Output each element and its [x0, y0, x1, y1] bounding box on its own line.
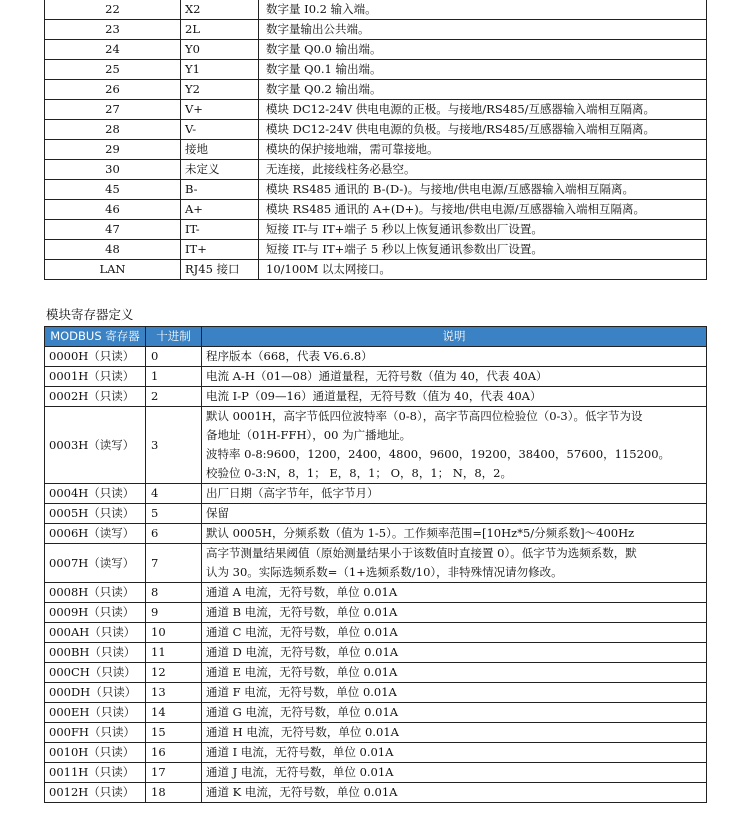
pin-row: [45, 40, 707, 60]
pin-number: 23: [45, 20, 181, 40]
register-decimal: 18: [146, 783, 202, 803]
register-row: [45, 407, 707, 484]
pin-description: 短接 IT-与 IT+端子 5 秒以上恢复通讯参数出厂设置。: [259, 220, 707, 240]
pin-number: 30: [45, 160, 181, 180]
register-address: 0002H（只读）: [45, 387, 146, 407]
register-address: 0004H（只读）: [45, 484, 146, 504]
description-line: 通道 D 电流，无符号数，单位 0.01A: [206, 645, 399, 659]
pin-description: 数字量 Q0.2 输出端。: [259, 80, 707, 100]
pin-row: [45, 180, 707, 200]
pin-row: [45, 80, 707, 100]
register-description: [202, 643, 707, 663]
register-description: [202, 723, 707, 743]
register-description: [202, 347, 707, 367]
pin-description: 短接 IT-与 IT+端子 5 秒以上恢复通讯参数出厂设置。: [259, 240, 707, 260]
register-address: 000DH（只读）: [45, 683, 146, 703]
register-address: 0006H（读写）: [45, 524, 146, 544]
pin-number: 24: [45, 40, 181, 60]
register-row: [45, 367, 707, 387]
pin-number: 29: [45, 140, 181, 160]
pin-name: 未定义: [181, 160, 259, 180]
pin-name: Y1: [181, 60, 259, 80]
register-address: 0011H（只读）: [45, 763, 146, 783]
header-description: 说明: [202, 327, 707, 347]
pin-name: RJ45 接口: [181, 260, 259, 280]
description-line: 通道 H 电流，无符号数，单位 0.01A: [206, 725, 399, 739]
description-line: 程序版本（668，代表 V6.6.8）: [206, 349, 373, 363]
register-description: [202, 544, 707, 583]
pin-description: 模块 RS485 通讯的 A+(D+)。与接地/供电电源/互感器输入端相互隔离。: [259, 200, 707, 220]
register-row: [45, 663, 707, 683]
description-line: 出厂日期（高字节年，低字节月）: [206, 486, 379, 500]
register-description: [202, 504, 707, 524]
register-row: [45, 743, 707, 763]
register-table: [44, 326, 707, 803]
pin-number: LAN: [45, 260, 181, 280]
description-line: 通道 F 电流，无符号数，单位 0.01A: [206, 685, 397, 699]
register-header-row: [45, 327, 707, 347]
register-decimal: 14: [146, 703, 202, 723]
header-register: MODBUS 寄存器: [45, 327, 146, 347]
description-line: 通道 J 电流，无符号数，单位 0.01A: [206, 765, 394, 779]
description-line: 通道 E 电流，无符号数，单位 0.01A: [206, 665, 398, 679]
register-row: [45, 504, 707, 524]
pin-number: 46: [45, 200, 181, 220]
pin-row: [45, 140, 707, 160]
pin-number: 26: [45, 80, 181, 100]
pin-description: 模块 DC12-24V 供电电源的正极。与接地/RS485/互感器输入端相互隔离。: [259, 100, 707, 120]
register-description: [202, 367, 707, 387]
register-decimal: 0: [146, 347, 202, 367]
register-description: [202, 623, 707, 643]
register-row: [45, 703, 707, 723]
pin-name: 2L: [181, 20, 259, 40]
description-line: 默认 0001H，高字节低四位波特率（0-8），高字节高四位检验位（0-3）。低字节为设: [206, 409, 643, 423]
pin-number: 25: [45, 60, 181, 80]
pin-row: [45, 60, 707, 80]
register-row: [45, 347, 707, 367]
register-description: [202, 703, 707, 723]
register-decimal: 7: [146, 544, 202, 583]
pin-row: [45, 260, 707, 280]
description-line: 通道 B 电流，无符号数，单位 0.01A: [206, 605, 398, 619]
register-decimal: 8: [146, 583, 202, 603]
register-description: [202, 763, 707, 783]
register-row: [45, 544, 707, 583]
register-decimal: 4: [146, 484, 202, 504]
pin-name: V+: [181, 100, 259, 120]
pin-number: 47: [45, 220, 181, 240]
pin-name: IT-: [181, 220, 259, 240]
description-line: 默认 0005H，分频系数（值为 1-5）。工作频率范围=[10Hz*5/分频系数]～400Hz: [206, 526, 635, 540]
register-decimal: 15: [146, 723, 202, 743]
pin-description: 模块 DC12-24V 供电电源的负极。与接地/RS485/互感器输入端相互隔离。: [259, 120, 707, 140]
register-decimal: 9: [146, 603, 202, 623]
pin-row: [45, 160, 707, 180]
description-line: 保留: [206, 506, 229, 520]
register-description: [202, 783, 707, 803]
description-line: 备地址（01H-FFH），00 为广播地址。: [206, 428, 412, 442]
description-line: 电流 A-H（01—08）通道量程，无符号数（值为 40，代表 40A）: [206, 369, 548, 383]
description-line: 通道 A 电流，无符号数，单位 0.01A: [206, 585, 398, 599]
pin-row: [45, 100, 707, 120]
register-decimal: 1: [146, 367, 202, 387]
pin-name: Y2: [181, 80, 259, 100]
pin-name: V-: [181, 120, 259, 140]
register-decimal: 6: [146, 524, 202, 544]
pin-row: [45, 20, 707, 40]
register-table-body: [45, 347, 707, 803]
register-address: 0003H（读写）: [45, 407, 146, 484]
pin-name: X2: [181, 0, 259, 20]
register-row: [45, 623, 707, 643]
register-address: 000AH（只读）: [45, 623, 146, 643]
register-decimal: 10: [146, 623, 202, 643]
register-row: [45, 484, 707, 504]
pin-number: 28: [45, 120, 181, 140]
pin-row: [45, 240, 707, 260]
register-decimal: 13: [146, 683, 202, 703]
register-decimal: 12: [146, 663, 202, 683]
pin-description: 无连接，此接线柱务必悬空。: [259, 160, 707, 180]
description-line: 高字节测量结果阈值（原始测量结果小于该数值时直接置 0）。低字节为选频系数，默: [206, 546, 637, 560]
description-line: 通道 I 电流，无符号数，单位 0.01A: [206, 745, 394, 759]
pin-number: 45: [45, 180, 181, 200]
register-address: 000FH（只读）: [45, 723, 146, 743]
pin-description: 数字量 I0.2 输入端。: [259, 0, 707, 20]
register-row: [45, 783, 707, 803]
register-address: 0007H（读写）: [45, 544, 146, 583]
description-line: 通道 C 电流，无符号数，单位 0.01A: [206, 625, 398, 639]
pin-name: 接地: [181, 140, 259, 160]
register-address: 0010H（只读）: [45, 743, 146, 763]
register-row: [45, 524, 707, 544]
register-address: 0009H（只读）: [45, 603, 146, 623]
register-row: [45, 603, 707, 623]
pin-name: B-: [181, 180, 259, 200]
pin-description: 数字量 Q0.0 输出端。: [259, 40, 707, 60]
register-decimal: 2: [146, 387, 202, 407]
pin-description: 10/100M 以太网接口。: [259, 260, 707, 280]
pin-name: Y0: [181, 40, 259, 60]
pin-number: 27: [45, 100, 181, 120]
register-description: [202, 407, 707, 484]
section-title: 模块寄存器定义: [46, 307, 134, 322]
register-row: [45, 643, 707, 663]
register-description: [202, 583, 707, 603]
register-decimal: 5: [146, 504, 202, 524]
pin-row: [45, 120, 707, 140]
register-decimal: 11: [146, 643, 202, 663]
register-row: [45, 683, 707, 703]
description-line: 波特率 0-8:9600，1200，2400，4800，9600，19200，38400，57600，115200。: [206, 447, 671, 461]
pin-description: 模块 RS485 通讯的 B-(D-)。与接地/供电电源/互感器输入端相互隔离。: [259, 180, 707, 200]
register-decimal: 3: [146, 407, 202, 484]
register-description: [202, 387, 707, 407]
register-description: [202, 524, 707, 544]
register-description: [202, 603, 707, 623]
register-description: [202, 743, 707, 763]
register-row: [45, 387, 707, 407]
register-row: [45, 723, 707, 743]
description-line: 电流 I-P（09—16）通道量程，无符号数（值为 40，代表 40A）: [206, 389, 542, 403]
header-decimal: 十进制: [146, 327, 202, 347]
register-address: 0008H（只读）: [45, 583, 146, 603]
pin-row: [45, 220, 707, 240]
description-line: 认为 30。实际选频系数=（1+选频系数/10），非特殊情况请勿修改。: [206, 565, 563, 579]
register-description: [202, 683, 707, 703]
register-address: 0005H（只读）: [45, 504, 146, 524]
pin-row: [45, 0, 707, 20]
register-row: [45, 763, 707, 783]
register-decimal: 17: [146, 763, 202, 783]
register-address: 0001H（只读）: [45, 367, 146, 387]
pin-table-body: [45, 0, 707, 280]
register-row: [45, 583, 707, 603]
pin-number: 48: [45, 240, 181, 260]
register-address: 000CH（只读）: [45, 663, 146, 683]
register-address: 000EH（只读）: [45, 703, 146, 723]
register-description: [202, 484, 707, 504]
pin-description: 数字量输出公共端。: [259, 20, 707, 40]
register-decimal: 16: [146, 743, 202, 763]
pin-number: 22: [45, 0, 181, 20]
register-address: 0012H（只读）: [45, 783, 146, 803]
description-line: 通道 G 电流，无符号数，单位 0.01A: [206, 705, 399, 719]
register-address: 000BH（只读）: [45, 643, 146, 663]
register-description: [202, 663, 707, 683]
pin-name: IT+: [181, 240, 259, 260]
pin-row: [45, 200, 707, 220]
register-address: 0000H（只读）: [45, 347, 146, 367]
description-line: 通道 K 电流，无符号数，单位 0.01A: [206, 785, 398, 799]
description-line: 校验位 0-3:N，8，1； E，8，1； O，8，1； N，8，2。: [206, 466, 512, 480]
pin-definition-table: [44, 0, 707, 280]
pin-name: A+: [181, 200, 259, 220]
pin-description: 模块的保护接地端，需可靠接地。: [259, 140, 707, 160]
pin-description: 数字量 Q0.1 输出端。: [259, 60, 707, 80]
